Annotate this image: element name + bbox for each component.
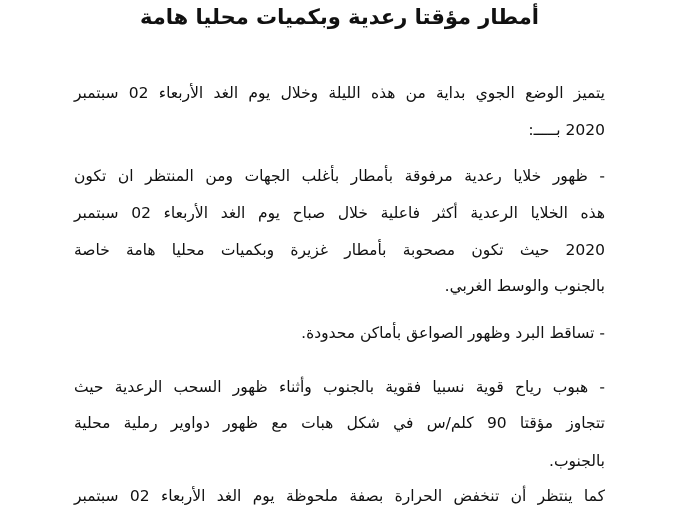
paragraph-line: تتجاوز مؤقتا 90 كلم/س في شكل هبات مع ظهور دواوير رملية محلية (74, 414, 605, 432)
paragraph-line: بالجنوب. (549, 452, 605, 470)
paragraph-line: يتميز الوضع الجوي بداية من هذه الليلة وخلال يوم الغد الأربعاء 02 سبتمبر (74, 84, 605, 102)
paragraph-line: 2020 حيث تكون مصحوبة بأمطار غزيرة وبكميات محليا هامة خاصة (74, 241, 605, 259)
paragraph-line: - تساقط البرد وظهور الصواعق بأماكن محدودة. (301, 324, 605, 342)
page-title: أمطار مؤقتا رعدية وبكميات محليا هامة (140, 5, 539, 29)
paragraph-line: - ظهور خلايا رعدية مرفوقة بأمطار بأغلب الجهات ومن المنتظر ان تكون (74, 167, 605, 185)
paragraph-line: 2020 بـــــ: (528, 121, 605, 139)
paragraph-line: هذه الخلايا الرعدية أكثر فاعلية خلال صباح يوم الغد الأربعاء 02 سبتمبر (74, 204, 605, 222)
paragraph-line: كما ينتظر أن تنخفض الحرارة بصفة ملحوظة يوم الغد الأربعاء 02 سبتمبر (74, 487, 605, 505)
paragraph-line: - هبوب رياح قوية نسبيا فقوية بالجنوب وأثناء ظهور السحب الرعدية حيث (74, 378, 605, 396)
paragraph-line: بالجنوب والوسط الغربي. (444, 277, 605, 295)
